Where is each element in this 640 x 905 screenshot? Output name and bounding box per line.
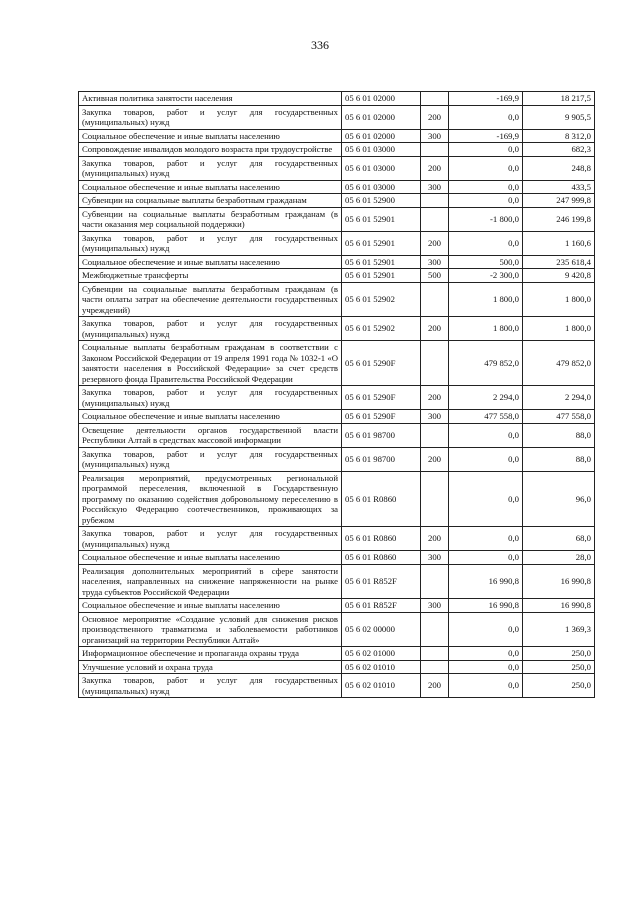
row-expense-type-cell: 200: [421, 156, 449, 180]
row-total-cell: 479 852,0: [523, 341, 595, 386]
row-expense-type-cell: 200: [421, 317, 449, 341]
row-expense-type-cell: [421, 471, 449, 527]
row-change-cell: -2 300,0: [449, 269, 523, 283]
row-code-cell: 05 6 01 98700: [342, 423, 421, 447]
row-expense-type-cell: [421, 423, 449, 447]
row-code-cell: 05 6 01 02000: [342, 105, 421, 129]
row-change-cell: 1 800,0: [449, 282, 523, 317]
row-total-cell: 18 217,5: [523, 92, 595, 106]
row-change-cell: 0,0: [449, 674, 523, 698]
row-expense-type-cell: [421, 612, 449, 647]
row-change-cell: 2 294,0: [449, 386, 523, 410]
row-total-cell: 1 800,0: [523, 317, 595, 341]
row-code-cell: 05 6 02 01010: [342, 660, 421, 674]
row-name-cell: Социальное обеспечение и иные выплаты населению: [79, 551, 342, 565]
row-total-cell: 16 990,8: [523, 599, 595, 613]
row-expense-type-cell: 200: [421, 447, 449, 471]
row-expense-type-cell: 300: [421, 129, 449, 143]
row-change-cell: 16 990,8: [449, 599, 523, 613]
table-row: [79, 564, 595, 599]
row-change-cell: 0,0: [449, 423, 523, 447]
row-code-cell: 05 6 01 52902: [342, 317, 421, 341]
row-change-cell: -169,9: [449, 129, 523, 143]
table-row: [79, 599, 595, 613]
row-name-cell: Субвенции на социальные выплаты безработным гражданам (в части оказания мер социальной поддержки): [79, 207, 342, 231]
row-total-cell: 96,0: [523, 471, 595, 527]
row-total-cell: 477 558,0: [523, 410, 595, 424]
row-expense-type-cell: [421, 194, 449, 208]
row-code-cell: 05 6 01 03000: [342, 156, 421, 180]
table-row: [79, 447, 595, 471]
row-code-cell: 05 6 01 52901: [342, 231, 421, 255]
row-name-cell: Сопровождение инвалидов молодого возраста при трудоустройстве: [79, 143, 342, 157]
table-row: [79, 647, 595, 661]
row-code-cell: 05 6 01 03000: [342, 180, 421, 194]
table-row: [79, 527, 595, 551]
row-code-cell: 05 6 01 R0860: [342, 527, 421, 551]
row-name-cell: Закупка товаров, работ и услуг для государственных (муниципальных) нужд: [79, 674, 342, 698]
table-row: [79, 92, 595, 106]
row-name-cell: Социальное обеспечение и иные выплаты населению: [79, 129, 342, 143]
row-change-cell: 0,0: [449, 647, 523, 661]
row-code-cell: 05 6 02 01010: [342, 674, 421, 698]
row-total-cell: 68,0: [523, 527, 595, 551]
row-code-cell: 05 6 01 98700: [342, 447, 421, 471]
row-total-cell: 250,0: [523, 674, 595, 698]
row-name-cell: Социальное обеспечение и иные выплаты населению: [79, 180, 342, 194]
row-total-cell: 250,0: [523, 660, 595, 674]
row-expense-type-cell: [421, 341, 449, 386]
row-total-cell: 246 199,8: [523, 207, 595, 231]
table-row: [79, 156, 595, 180]
table-row: [79, 317, 595, 341]
row-code-cell: 05 6 01 R0860: [342, 471, 421, 527]
row-name-cell: Улучшение условий и охрана труда: [79, 660, 342, 674]
row-code-cell: 05 6 01 52901: [342, 269, 421, 283]
row-expense-type-cell: 200: [421, 527, 449, 551]
row-name-cell: Межбюджетные трансферты: [79, 269, 342, 283]
row-change-cell: 477 558,0: [449, 410, 523, 424]
table-row: [79, 471, 595, 527]
row-name-cell: Социальные выплаты безработным гражданам в соответствии с Законом Российской Федерации от 19 апреля 1991 года № 1032-1 «О занятости населения в Российской Федерации» за счет средств резервного фонда Правительства Российской Федерации: [79, 341, 342, 386]
row-change-cell: 0,0: [449, 194, 523, 208]
row-code-cell: 05 6 01 R852F: [342, 599, 421, 613]
row-name-cell: Социальное обеспечение и иные выплаты населению: [79, 410, 342, 424]
row-change-cell: 0,0: [449, 105, 523, 129]
row-name-cell: Закупка товаров, работ и услуг для государственных (муниципальных) нужд: [79, 105, 342, 129]
row-total-cell: 88,0: [523, 447, 595, 471]
row-name-cell: Закупка товаров, работ и услуг для государственных (муниципальных) нужд: [79, 317, 342, 341]
row-total-cell: 2 294,0: [523, 386, 595, 410]
table-row: [79, 255, 595, 269]
table-row: [79, 551, 595, 565]
row-code-cell: 05 6 01 52900: [342, 194, 421, 208]
table-row: [79, 282, 595, 317]
row-name-cell: Освещение деятельности органов государственной власти Республики Алтай в средствах массовой информации: [79, 423, 342, 447]
row-code-cell: 05 6 01 5290F: [342, 386, 421, 410]
row-total-cell: 248,8: [523, 156, 595, 180]
row-change-cell: 500,0: [449, 255, 523, 269]
row-total-cell: 28,0: [523, 551, 595, 565]
row-total-cell: 250,0: [523, 647, 595, 661]
row-name-cell: Социальное обеспечение и иные выплаты населению: [79, 599, 342, 613]
row-name-cell: Субвенции на социальные выплаты безработным гражданам (в части оплаты затрат на обеспечение деятельности государственных учреждений): [79, 282, 342, 317]
row-expense-type-cell: 500: [421, 269, 449, 283]
row-change-cell: 16 990,8: [449, 564, 523, 599]
row-change-cell: 0,0: [449, 551, 523, 565]
row-expense-type-cell: 300: [421, 599, 449, 613]
row-expense-type-cell: 300: [421, 180, 449, 194]
row-change-cell: 0,0: [449, 231, 523, 255]
row-change-cell: 0,0: [449, 143, 523, 157]
row-name-cell: Основное мероприятие «Создание условий для снижения рисков производственного травматизма и заболеваемости работников организаций на территории Республики Алтай»: [79, 612, 342, 647]
table-row: [79, 180, 595, 194]
row-code-cell: 05 6 02 01000: [342, 647, 421, 661]
table-row: [79, 194, 595, 208]
row-code-cell: 05 6 01 03000: [342, 143, 421, 157]
page-number: 336: [311, 38, 329, 52]
table-row: [79, 231, 595, 255]
row-code-cell: 05 6 01 52901: [342, 255, 421, 269]
row-name-cell: Закупка товаров, работ и услуг для государственных (муниципальных) нужд: [79, 156, 342, 180]
table-row: [79, 674, 595, 698]
row-total-cell: 433,5: [523, 180, 595, 194]
row-total-cell: 235 618,4: [523, 255, 595, 269]
table-row: [79, 105, 595, 129]
row-name-cell: Реализация дополнительных мероприятий в сфере занятости населения, направленных на снижение напряженности на рынке труда субъектов Российской Федерации: [79, 564, 342, 599]
row-change-cell: 1 800,0: [449, 317, 523, 341]
row-name-cell: Информационное обеспечение и пропаганда охраны труда: [79, 647, 342, 661]
table-row: [79, 129, 595, 143]
row-code-cell: 05 6 01 52902: [342, 282, 421, 317]
row-code-cell: 05 6 01 02000: [342, 92, 421, 106]
row-code-cell: 05 6 01 5290F: [342, 341, 421, 386]
table-row: [79, 660, 595, 674]
row-total-cell: 1 369,3: [523, 612, 595, 647]
row-code-cell: 05 6 01 R0860: [342, 551, 421, 565]
row-change-cell: 0,0: [449, 527, 523, 551]
row-expense-type-cell: [421, 282, 449, 317]
row-code-cell: 05 6 01 52901: [342, 207, 421, 231]
row-expense-type-cell: 200: [421, 674, 449, 698]
row-code-cell: 05 6 01 5290F: [342, 410, 421, 424]
table-row: [79, 207, 595, 231]
row-change-cell: 0,0: [449, 612, 523, 647]
row-total-cell: 682,3: [523, 143, 595, 157]
table-row: [79, 386, 595, 410]
row-change-cell: 0,0: [449, 471, 523, 527]
row-expense-type-cell: [421, 564, 449, 599]
row-total-cell: 8 312,0: [523, 129, 595, 143]
row-name-cell: Активная политика занятости населения: [79, 92, 342, 106]
row-expense-type-cell: [421, 143, 449, 157]
row-name-cell: Закупка товаров, работ и услуг для государственных (муниципальных) нужд: [79, 231, 342, 255]
table-row: [79, 612, 595, 647]
row-expense-type-cell: 200: [421, 105, 449, 129]
row-name-cell: Субвенции на социальные выплаты безработным гражданам: [79, 194, 342, 208]
row-expense-type-cell: 300: [421, 551, 449, 565]
row-change-cell: 0,0: [449, 180, 523, 194]
row-expense-type-cell: [421, 92, 449, 106]
row-name-cell: Закупка товаров, работ и услуг для государственных (муниципальных) нужд: [79, 527, 342, 551]
row-change-cell: 0,0: [449, 156, 523, 180]
row-change-cell: -1 800,0: [449, 207, 523, 231]
row-code-cell: 05 6 02 00000: [342, 612, 421, 647]
table-row: [79, 410, 595, 424]
budget-table-body: [79, 92, 595, 698]
row-name-cell: Закупка товаров, работ и услуг для государственных (муниципальных) нужд: [79, 386, 342, 410]
row-total-cell: 1 160,6: [523, 231, 595, 255]
row-change-cell: 479 852,0: [449, 341, 523, 386]
row-expense-type-cell: [421, 207, 449, 231]
table-row: [79, 423, 595, 447]
row-name-cell: Закупка товаров, работ и услуг для государственных (муниципальных) нужд: [79, 447, 342, 471]
row-code-cell: 05 6 01 02000: [342, 129, 421, 143]
row-name-cell: Реализация мероприятий, предусмотренных региональной программой переселения, включенной в Государственную программу по оказанию содействия добровольному переселению в Российскую Федерацию соотечественников, проживающих за рубежом: [79, 471, 342, 527]
row-change-cell: 0,0: [449, 447, 523, 471]
row-expense-type-cell: 200: [421, 386, 449, 410]
row-total-cell: 247 999,8: [523, 194, 595, 208]
row-expense-type-cell: [421, 647, 449, 661]
row-name-cell: Социальное обеспечение и иные выплаты населению: [79, 255, 342, 269]
row-code-cell: 05 6 01 R852F: [342, 564, 421, 599]
row-total-cell: 16 990,8: [523, 564, 595, 599]
row-expense-type-cell: 300: [421, 410, 449, 424]
table-row: [79, 143, 595, 157]
budget-table: [78, 91, 595, 698]
row-total-cell: 1 800,0: [523, 282, 595, 317]
row-expense-type-cell: 200: [421, 231, 449, 255]
row-total-cell: 9 420,8: [523, 269, 595, 283]
row-expense-type-cell: [421, 660, 449, 674]
table-row: [79, 269, 595, 283]
row-change-cell: 0,0: [449, 660, 523, 674]
row-total-cell: 9 905,5: [523, 105, 595, 129]
table-row: [79, 341, 595, 386]
row-total-cell: 88,0: [523, 423, 595, 447]
row-change-cell: -169,9: [449, 92, 523, 106]
row-expense-type-cell: 300: [421, 255, 449, 269]
